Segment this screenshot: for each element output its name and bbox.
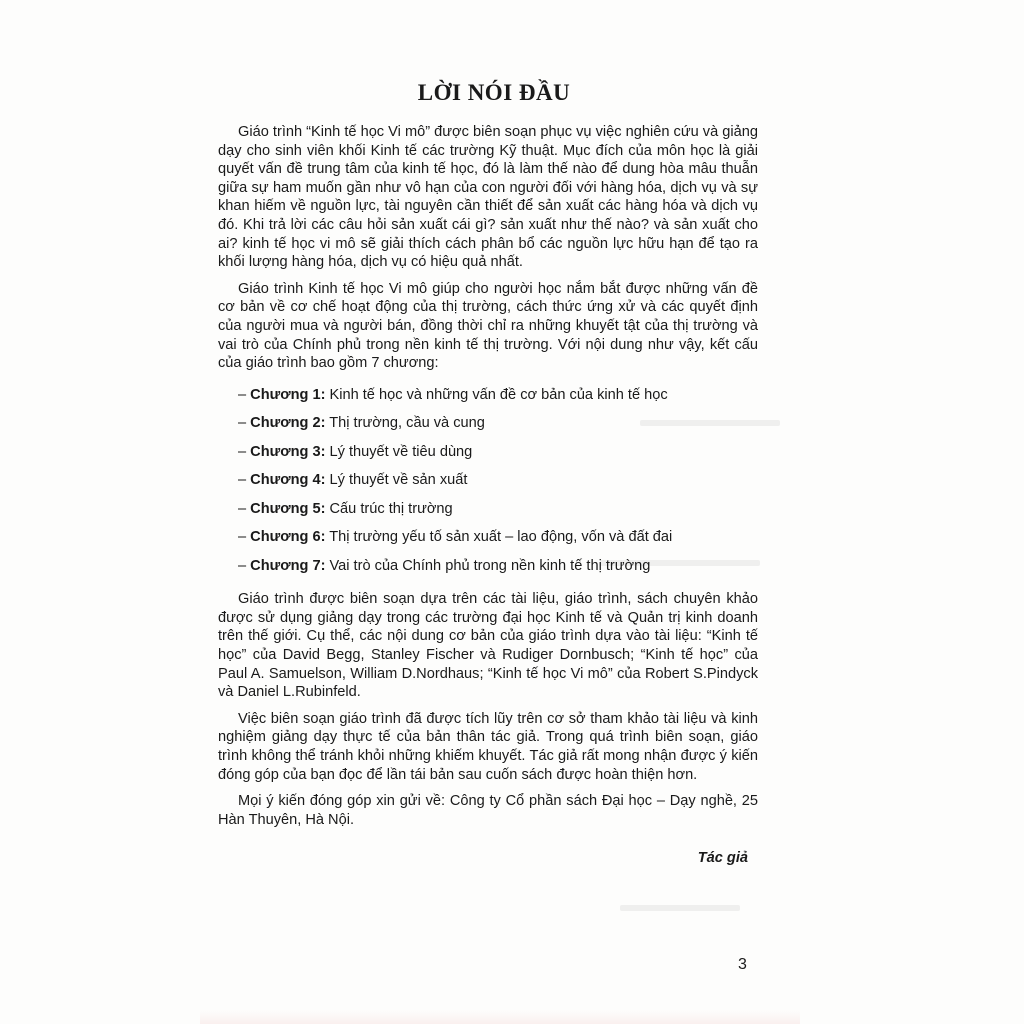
chapter-dash: –	[238, 557, 251, 574]
chapter-label: Chương 7:	[250, 557, 326, 574]
intro-paragraph-1: Giáo trình “Kinh tế học Vi mô” được biên soạn phục vụ việc nghiên cứu và giảng dạy cho sinh viên khối Kinh tế các trường Kỹ thuật. Mục đích của môn học là giải quyết vấn đề trung tâm của kinh tế học, đó là làm thế nào để dung hòa mâu thuẫn giữa sự ham muốn gần như vô hạn của con người đối với hàng hóa, dịch vụ và sự khan hiếm về nguồn lực, tài nguyên cần thiết để sản xuất các hàng hóa và dịch vụ đó. Khi trả lời các câu hỏi sản xuất cái gì? sản xuất như thế nào? và sản xuất cho ai? kinh tế học vi mô sẽ giải thích cách phân bổ các nguồn lực hữu hạn để tạo ra khối lượng hàng hóa, dịch vụ có hiệu quả nhất.	[218, 124, 758, 271]
contact-paragraph: Mọi ý kiến đóng góp xin gửi về: Công ty Cổ phần sách Đại học – Dạy nghề, 25 Hàn Thuyên, Hà Nội.	[218, 793, 758, 828]
chapter-title: Thị trường yếu tố sản xuất – lao động, vốn và đất đai	[325, 529, 673, 546]
chapter-item-5	[238, 495, 758, 524]
chapter-item-1	[238, 381, 758, 410]
acknowledgement-paragraph: Việc biên soạn giáo trình đã được tích lũy trên cơ sở tham khảo tài liệu và kinh nghiệm giảng dạy thực tế của bản thân tác giả. Trong quá trình biên soạn, giáo trình không thể tránh khỏi những khiếm khuyết. Tác giả rất mong nhận được ý kiến đóng góp của bạn đọc để lần tái bản sau cuốn sách được hoàn thiện hơn.	[218, 710, 758, 783]
chapter-label: Chương 1:	[250, 386, 326, 403]
chapter-title: Lý thuyết về sản xuất	[325, 472, 468, 489]
chapter-dash: –	[238, 415, 251, 432]
chapter-item-3	[238, 438, 758, 467]
sources-paragraph: Giáo trình được biên soạn dựa trên các tài liệu, giáo trình, sách chuyên khảo được sử dụng giảng dạy trong các trường đại học Kinh tế và Quản trị kinh doanh trên thế giới. Cụ thể, các nội dung cơ bản của giáo trình dựa vào tài liệu: “Kinh tế học” của David Begg, Stanley Fischer và Rudiger Dornbusch; “Kinh tế học” của Paul A. Samuelson, William D.Nordhaus; “Kinh tế học Vi mô” của Robert S.Pindyck và Daniel L.Rubinfeld.	[218, 591, 758, 701]
chapter-title: Thị trường, cầu và cung	[325, 415, 485, 432]
chapter-dash: –	[238, 529, 251, 546]
chapter-label: Chương 6:	[250, 529, 326, 546]
chapter-dash: –	[238, 500, 251, 517]
author-signature: Tác giả	[697, 850, 748, 867]
chapter-dash: –	[238, 472, 251, 489]
chapter-dash: –	[238, 386, 251, 403]
page-title: LỜI NÓI ĐẦU	[417, 80, 571, 105]
page-content	[218, 78, 758, 869]
chapter-title: Lý thuyết về tiêu dùng	[325, 443, 473, 460]
scan-edge	[200, 1010, 800, 1024]
intro-paragraph-2: Giáo trình Kinh tế học Vi mô giúp cho người học nắm bắt được những vấn đề cơ bản về cơ chế hoạt động của thị trường, cách thức ứng xử và các quyết định của người mua và người bán, đồng thời chỉ ra những khuyết tật của thị trường và vai trò của Chính phủ trong nền kinh tế thị trường. Với nội dung như vậy, kết cấu của giáo trình bao gồm 7 chương:	[218, 280, 758, 372]
chapter-title: Cấu trúc thị trường	[325, 500, 453, 517]
chapter-title: Kinh tế học và những vấn đề cơ bản của kinh tế học	[325, 386, 668, 403]
chapter-item-7	[238, 552, 758, 581]
chapter-label: Chương 4:	[250, 472, 326, 489]
chapter-label: Chương 5:	[250, 500, 326, 517]
chapter-item-6	[238, 523, 758, 552]
page-number: 3	[738, 956, 747, 973]
chapter-item-4	[238, 466, 758, 495]
chapter-dash: –	[238, 443, 251, 460]
chapter-item-2	[238, 409, 758, 438]
show-through-mark	[620, 905, 740, 911]
chapter-list	[218, 381, 758, 581]
chapter-label: Chương 3:	[250, 443, 326, 460]
chapter-title: Vai trò của Chính phủ trong nền kinh tế thị trường	[325, 557, 651, 574]
chapter-label: Chương 2:	[250, 415, 326, 432]
